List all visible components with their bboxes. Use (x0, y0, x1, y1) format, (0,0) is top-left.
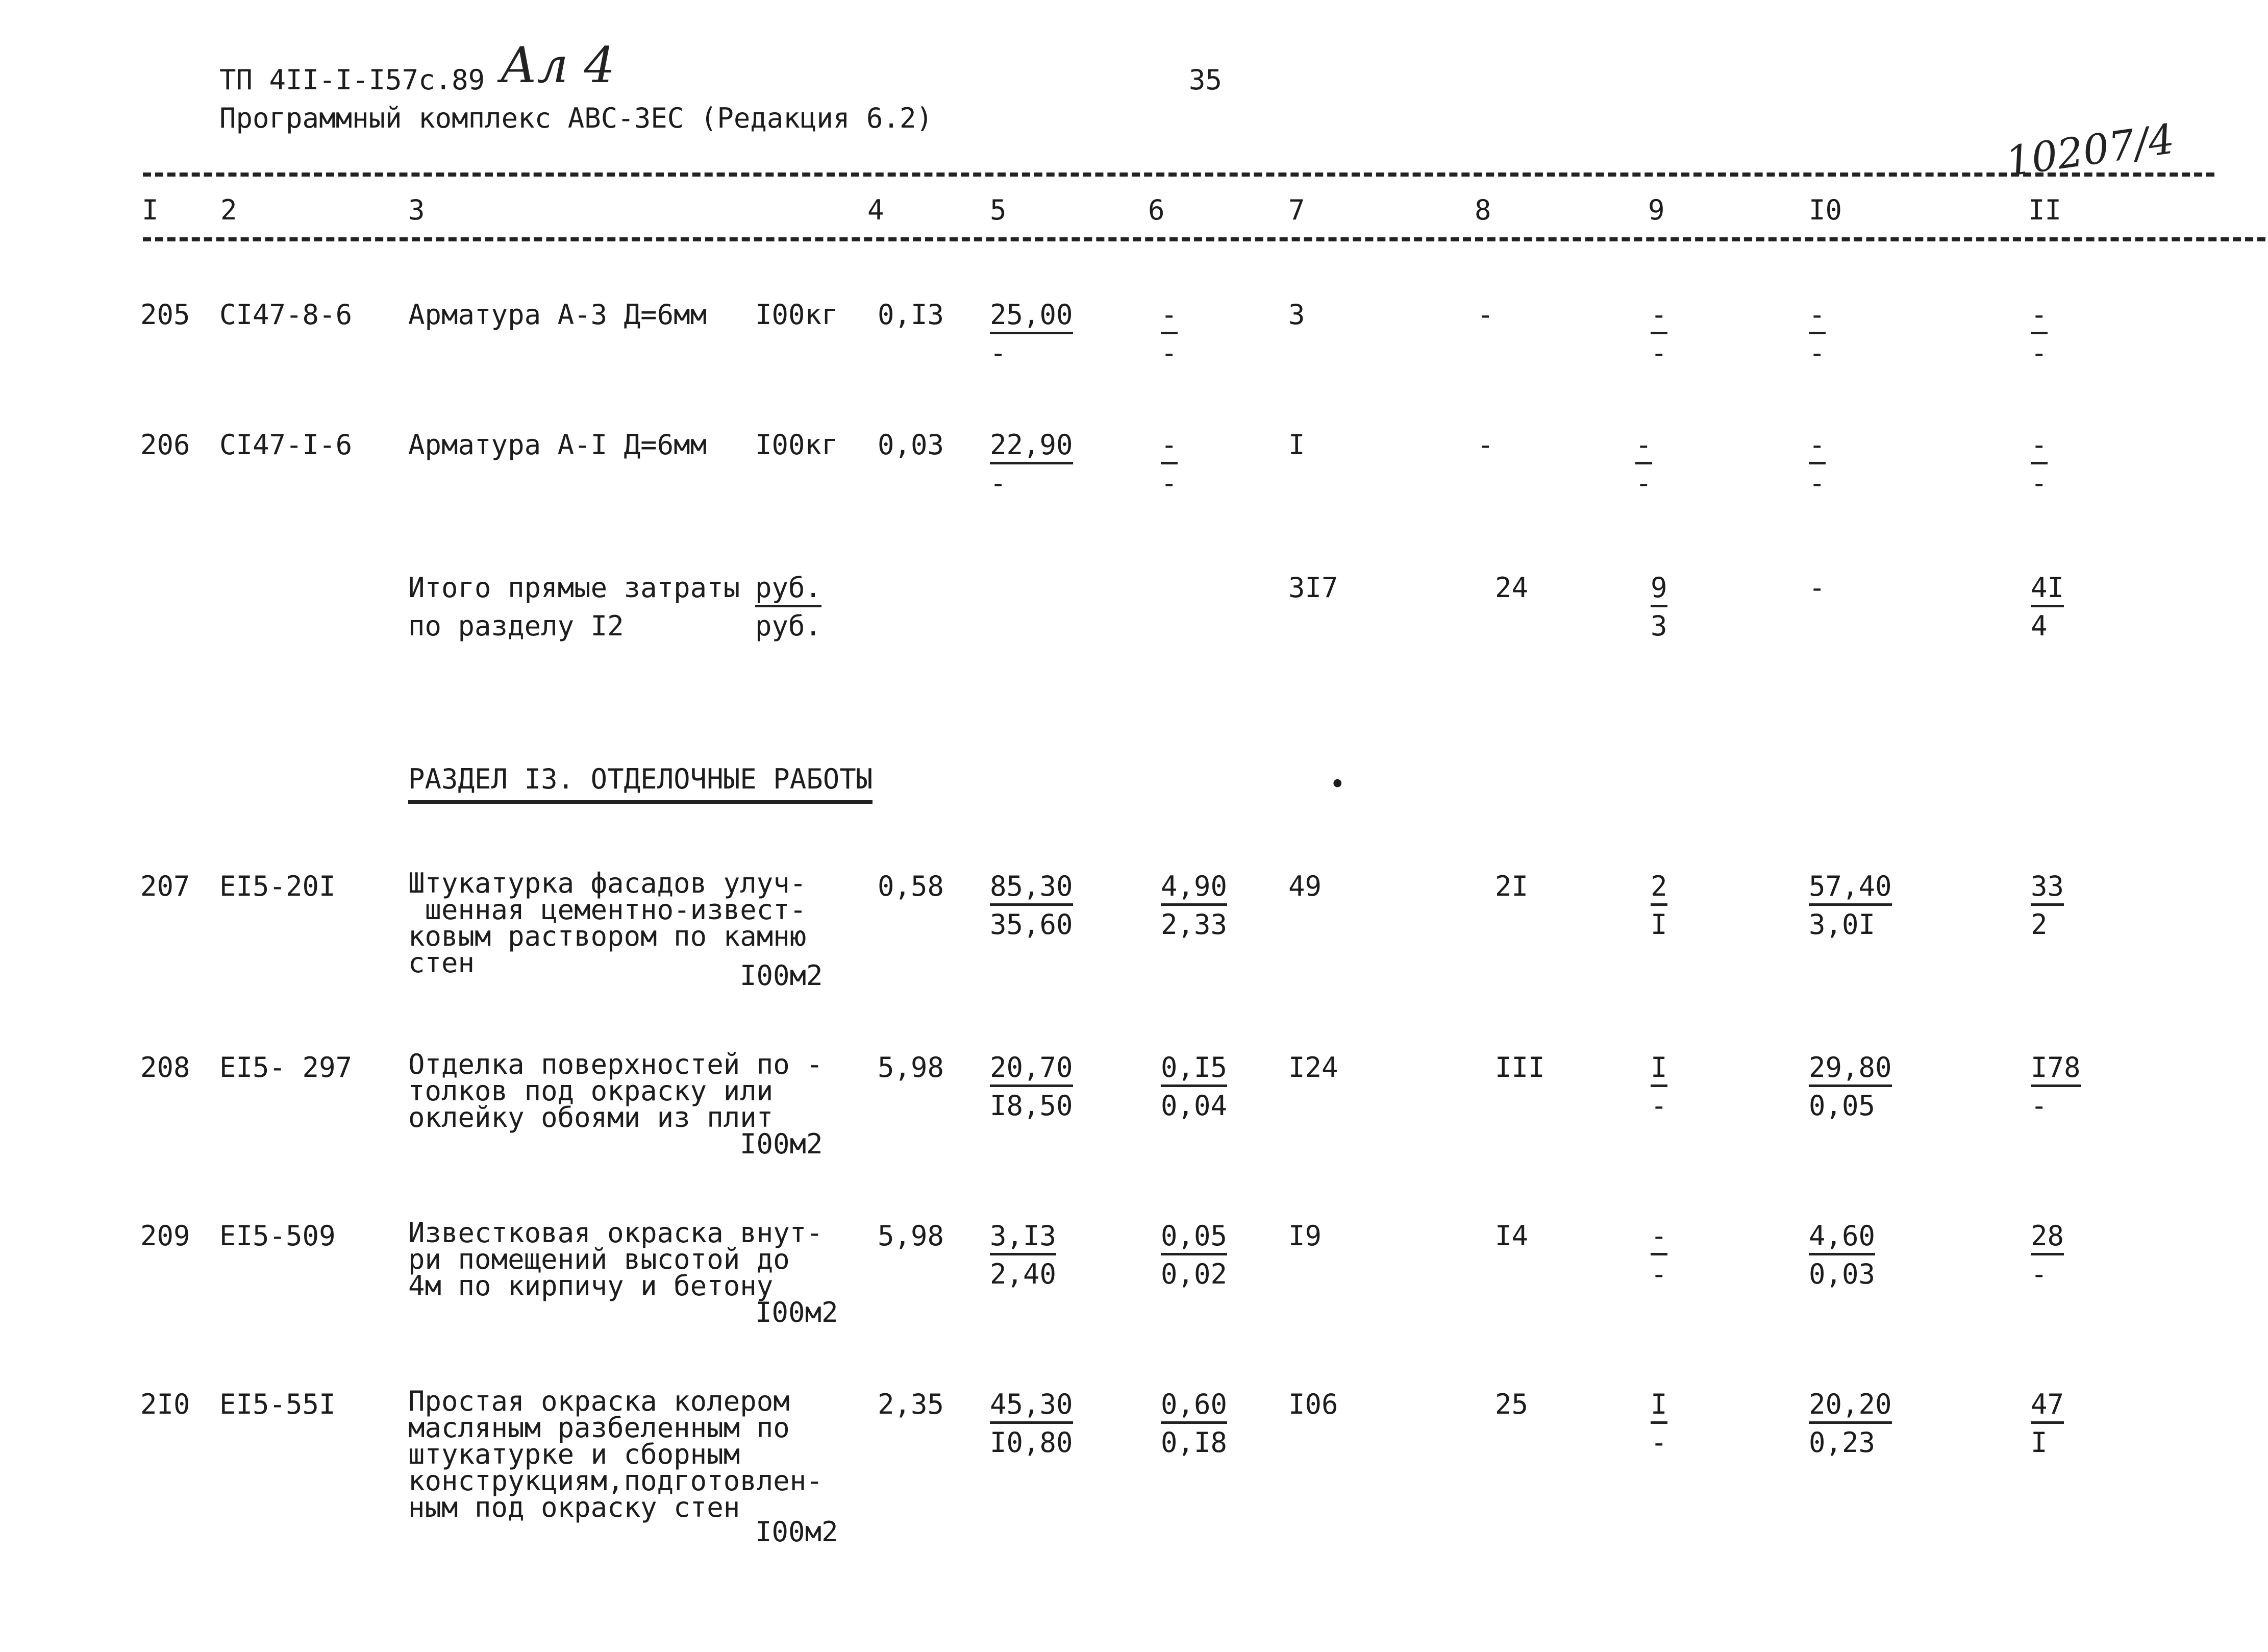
row-col11-bottom: - (2031, 467, 2048, 499)
row-col11-bottom: - (2031, 1090, 2048, 1122)
row-col8: I4 (1495, 1220, 1529, 1252)
row-col10-top: 20,20 (1809, 1391, 1892, 1424)
row-unit: I00кг (755, 429, 838, 461)
row-col11-top: I78 (2031, 1054, 2081, 1087)
row-description: Арматура А-I Д=6мм (408, 429, 707, 461)
row-col11-top: 33 (2031, 873, 2064, 906)
row-col5-top: 25,00 (990, 301, 1073, 334)
row-col6-bottom: 0,04 (1161, 1090, 1228, 1122)
row-col8: 2I (1495, 870, 1529, 902)
row-col10-top: - (1809, 431, 1826, 464)
row-col5-top: 45,30 (990, 1391, 1073, 1424)
row-col11-top: 47 (2031, 1391, 2064, 1424)
stray-mark: • (1329, 768, 1346, 800)
row-number: 207 (140, 870, 190, 902)
subtotal-col10: - (1809, 572, 1826, 604)
row-col5-bottom: - (990, 337, 1007, 369)
subtotal-col9-top: 9 (1651, 574, 1667, 607)
subtotal-col11-bottom: 4 (2031, 610, 2048, 642)
col-header-1: I (142, 194, 159, 226)
row-col10-bottom: 0,23 (1809, 1426, 1876, 1459)
row-col11-top: - (2031, 431, 2048, 464)
row-unit: I00кг (755, 299, 838, 331)
col-header-8: 8 (1475, 194, 1491, 226)
row-col7: I9 (1288, 1220, 1322, 1252)
row-col7: I24 (1288, 1051, 1338, 1083)
subtotal-unit-top: руб. (755, 574, 821, 607)
row-unit: I00м2 (740, 1128, 823, 1160)
col-header-7: 7 (1288, 194, 1305, 226)
row-col9-bottom: I (1651, 908, 1667, 941)
subtotal-col11-top: 4I (2031, 574, 2064, 607)
subtotal-col9-bottom: 3 (1651, 610, 1667, 642)
row-col7: 49 (1288, 870, 1322, 902)
row-col5-top: 3,I3 (990, 1222, 1056, 1255)
subtotal-label-line2: по разделу I2 (408, 610, 624, 642)
row-col5-bottom: 2,40 (990, 1258, 1057, 1290)
row-code: EI5-20I (219, 870, 336, 902)
col-header-3: 3 (408, 194, 425, 226)
row-description: Штукатурка фасадов улуч- шенная цементно-извест- ковым раствором по камню стен (408, 867, 807, 979)
row-col6-top: 0,05 (1161, 1222, 1227, 1255)
page-number: 35 (1189, 64, 1223, 96)
row-col9-bottom: - (1635, 467, 1652, 499)
section-title: РАЗДЕЛ I3. ОТДЕЛОЧНЫЕ РАБОТЫ (408, 766, 873, 804)
row-description: Известковая окраска внут- ри помещений высотой до 4м по кирпичу и бетону (408, 1217, 823, 1302)
row-col5-bottom: 35,60 (990, 908, 1073, 941)
subtotal-label-line1: Итого прямые затраты (408, 572, 740, 604)
row-col5-bottom: I8,50 (990, 1090, 1073, 1122)
row-col11-bottom: I (2031, 1426, 2048, 1459)
row-col11-bottom: - (2031, 337, 2048, 369)
row-col9-bottom: - (1651, 1258, 1667, 1290)
row-code: EI5-509 (219, 1220, 336, 1252)
row-col10-bottom: 0,05 (1809, 1090, 1876, 1122)
row-col11-top: 28 (2031, 1222, 2064, 1255)
row-col6-bottom: 2,33 (1161, 908, 1228, 941)
stamp-number: 10207/4 (2003, 115, 2178, 186)
row-col6-top: - (1161, 301, 1178, 334)
col-header-2: 2 (220, 194, 237, 226)
row-quantity: 5,98 (878, 1220, 944, 1252)
row-number: 209 (140, 1220, 190, 1252)
row-number: 208 (140, 1051, 190, 1083)
row-col5-bottom: - (990, 467, 1007, 499)
row-number: 2I0 (140, 1388, 190, 1420)
row-col10-top: 57,40 (1809, 873, 1892, 906)
row-col10-bottom: - (1809, 337, 1826, 369)
row-code: EI5-55I (219, 1388, 336, 1420)
row-code: EI5- 297 (219, 1051, 353, 1083)
row-col9-bottom: - (1651, 1426, 1667, 1459)
row-description: Арматура А-3 Д=6мм (408, 299, 707, 331)
row-col7: I (1288, 429, 1305, 461)
row-code: CI47-8-6 (219, 299, 353, 331)
program-title: Программный комплекс АВС-ЗЕС (Редакция 6.2) (219, 102, 933, 134)
row-quantity: 0,03 (878, 429, 944, 461)
row-col6-top: - (1161, 431, 1178, 464)
row-col9-top: - (1635, 431, 1652, 464)
row-col7: 3 (1288, 299, 1305, 331)
row-col8: - (1477, 429, 1494, 461)
col-header-10: I0 (1809, 194, 1842, 226)
row-description: Отделка поверхностей по - толков под окраску или оклейку обоями из плит (408, 1048, 823, 1133)
row-col10-top: 4,60 (1809, 1222, 1875, 1255)
row-col9-top: - (1651, 1222, 1667, 1255)
row-quantity: 0,I3 (878, 299, 944, 331)
row-col11-top: - (2031, 301, 2048, 334)
col-header-5: 5 (990, 194, 1007, 226)
row-col9-top: - (1651, 301, 1667, 334)
row-col10-top: 29,80 (1809, 1054, 1892, 1087)
row-unit: I00м2 (755, 1296, 838, 1328)
col-header-4: 4 (867, 194, 884, 226)
doc-code: ТП 4II-I-I57с.89 (219, 64, 485, 96)
row-col6-bottom: 0,I8 (1161, 1426, 1228, 1459)
col-header-6: 6 (1148, 194, 1165, 226)
header-rule-top (143, 172, 2214, 177)
row-col6-top: 0,60 (1161, 1391, 1227, 1424)
row-col8: - (1477, 299, 1494, 331)
row-col8: 25 (1495, 1388, 1529, 1420)
subtotal-col8: 24 (1495, 572, 1529, 604)
row-code: CI47-I-6 (219, 429, 353, 461)
row-description: Простая окраска колером масляным разбеленным по штукатурке и сборным конструкциям,подготовлен- ным под окраску стен (408, 1385, 823, 1523)
row-col5-top: 22,90 (990, 431, 1073, 464)
row-col9-top: I (1651, 1391, 1667, 1424)
row-col11-bottom: 2 (2031, 908, 2048, 941)
row-col6-bottom: - (1161, 467, 1178, 499)
row-unit: I00м2 (755, 1516, 838, 1548)
row-col6-bottom: 0,02 (1161, 1258, 1228, 1290)
row-quantity: 0,58 (878, 870, 944, 902)
row-number: 205 (140, 299, 190, 331)
col-header-11: II (2028, 194, 2062, 226)
header-rule-bottom (143, 237, 2265, 241)
row-col5-bottom: I0,80 (990, 1426, 1073, 1459)
row-quantity: 5,98 (878, 1051, 944, 1083)
row-number: 206 (140, 429, 190, 461)
row-col10-top: - (1809, 301, 1826, 334)
row-col9-top: 2 (1651, 873, 1667, 906)
row-col10-bottom: 3,0I (1809, 908, 1876, 941)
subtotal-unit-bottom: руб. (755, 610, 822, 642)
row-col5-top: 85,30 (990, 873, 1073, 906)
row-quantity: 2,35 (878, 1388, 944, 1420)
row-col7: I06 (1288, 1388, 1338, 1420)
row-unit: I00м2 (740, 959, 823, 992)
row-col8: III (1495, 1051, 1545, 1083)
row-col9-top: I (1651, 1054, 1667, 1087)
row-col6-top: 0,I5 (1161, 1054, 1227, 1087)
row-col6-bottom: - (1161, 337, 1178, 369)
row-col10-bottom: 0,03 (1809, 1258, 1876, 1290)
row-col11-bottom: - (2031, 1258, 2048, 1290)
handwritten-mark: Ал 4 (500, 37, 615, 94)
row-col9-bottom: - (1651, 337, 1667, 369)
subtotal-col7: 3I7 (1288, 572, 1338, 604)
row-col6-top: 4,90 (1161, 873, 1227, 906)
row-col9-bottom: - (1651, 1090, 1667, 1122)
row-col10-bottom: - (1809, 467, 1826, 499)
col-header-9: 9 (1648, 194, 1665, 226)
row-col5-top: 20,70 (990, 1054, 1073, 1087)
